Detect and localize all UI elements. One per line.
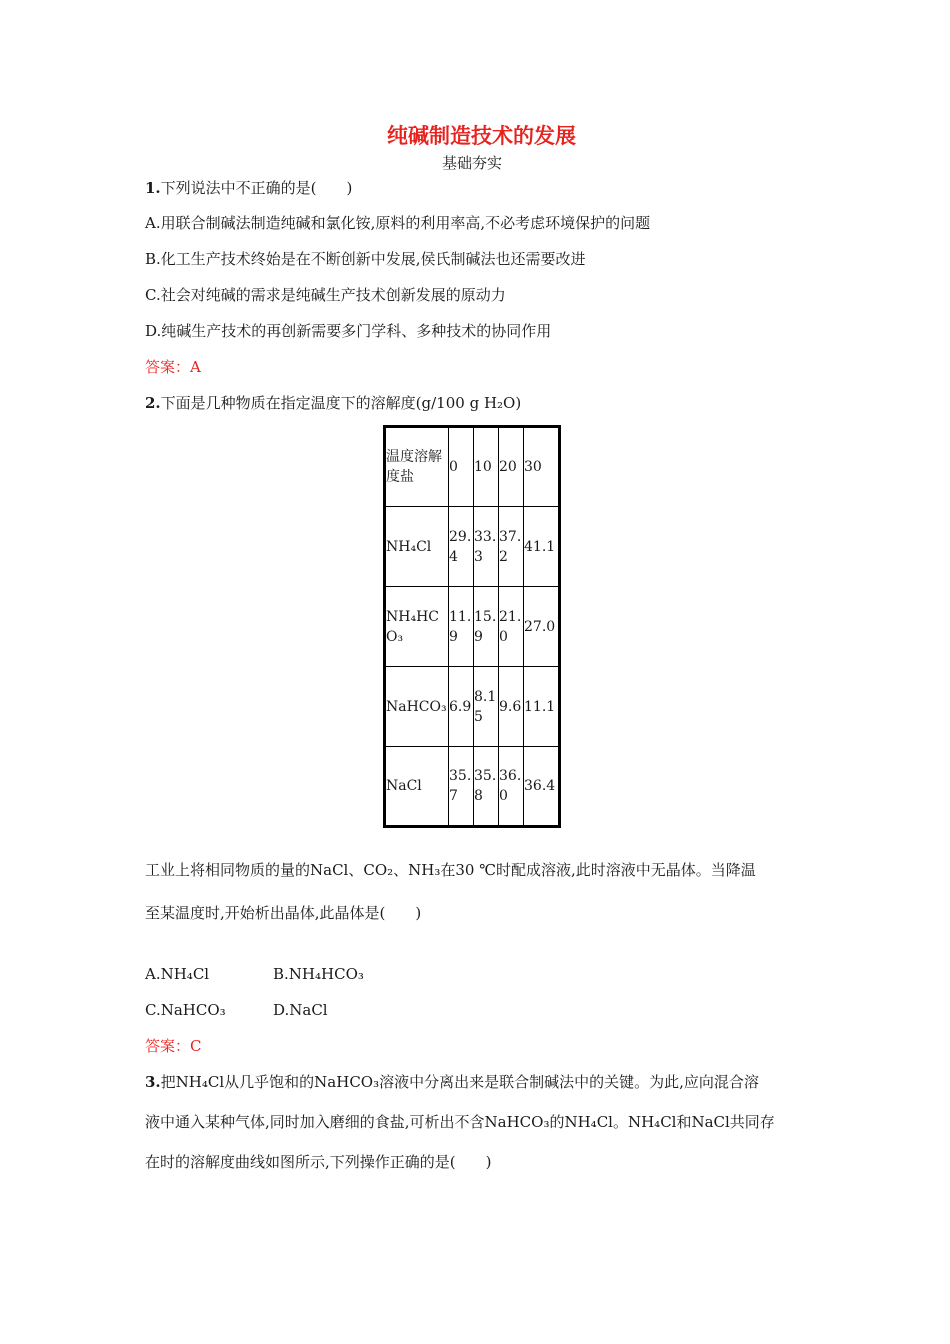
- table-row: [385, 667, 560, 747]
- table-cell: 6.9: [449, 698, 472, 715]
- q1-option-a: A.用联合制碱法制造纯碱和氯化铵,原料的利用率高,不必考虑环境保护的问题: [145, 214, 651, 232]
- q2-option-b: B.NH₄HCO₃: [273, 965, 364, 983]
- q2-text-line-2: 至某温度时,开始析出晶体,此晶体是( ): [145, 904, 422, 922]
- solubility-table: [383, 425, 561, 828]
- question-2: [145, 393, 521, 413]
- question-3: [145, 1072, 759, 1092]
- question-1: [145, 178, 352, 198]
- table-cell: NH₄Cl: [386, 538, 432, 555]
- table-row: [385, 747, 560, 827]
- table-cell: 36.0: [499, 768, 522, 804]
- table-header-row: [385, 427, 560, 507]
- page-title: 纯碱制造技术的发展: [387, 123, 576, 148]
- q2-option-a: A.NH₄Cl: [145, 965, 210, 983]
- table-cell: 33.3: [474, 528, 497, 565]
- q2-text-line-1: 工业上将相同物质的量的NaCl、CO₂、NH₃在30 ℃时配成溶液,此时溶液中无晶体。当降温: [145, 861, 756, 879]
- q3-text-line-1: 把NH₄Cl从几乎饱和的NaHCO₃溶液中分离出来是联合制碱法中的关键。为此,应向混合溶: [160, 1073, 759, 1091]
- table-header-cell: 0: [449, 459, 458, 475]
- table-cell: 27.0: [524, 618, 556, 635]
- question-number: 2.: [145, 394, 161, 412]
- table-cell: 21.0: [499, 608, 522, 645]
- q2-option-c: C.NaHCO₃: [145, 1001, 226, 1019]
- q3-text-line-3: 在时的溶解度曲线如图所示,下列操作正确的是( ): [145, 1153, 492, 1171]
- question-stem: 下列说法中不正确的是( ): [160, 179, 353, 197]
- table-cell: NaHCO₃: [386, 698, 447, 715]
- section-subtitle: 基础夯实: [442, 154, 503, 172]
- table-cell: NH₄HCO₃: [386, 608, 439, 645]
- table-header-cell: 20: [499, 459, 517, 475]
- table-cell: 36.4: [524, 778, 556, 794]
- table-row: [385, 587, 560, 667]
- table-cell: 8.15: [474, 688, 497, 725]
- table-header-cell: 10: [474, 459, 492, 475]
- table-header-cell: 30: [524, 459, 542, 475]
- table-row: [385, 507, 560, 587]
- question-stem: 下面是几种物质在指定温度下的溶解度(g/100 g H₂O): [160, 394, 522, 412]
- q1-option-b: B.化工生产技术终始是在不断创新中发展,侯氏制碱法也还需要改进: [145, 250, 586, 268]
- table-cell: 35.7: [449, 768, 472, 804]
- q1-answer: 答案：A: [145, 358, 201, 376]
- q1-option-c: C.社会对纯碱的需求是纯碱生产技术创新发展的原动力: [145, 286, 506, 304]
- table-cell: 15.9: [474, 608, 497, 645]
- table-cell: 9.6: [499, 698, 522, 715]
- q3-text-line-2: 液中通入某种气体,同时加入磨细的食盐,可析出不含NaHCO₃的NH₄Cl。NH₄Cl和NaCl共同存: [145, 1113, 775, 1131]
- table-cell: 11.9: [449, 608, 472, 645]
- table-cell: 29.4: [449, 528, 472, 565]
- table-cell: 11.1: [524, 698, 556, 715]
- table-header-cell: 温度溶解度盐: [386, 449, 442, 485]
- table-cell: NaCl: [386, 778, 422, 794]
- question-number: 1.: [145, 179, 161, 197]
- question-number: 3.: [145, 1073, 161, 1091]
- q1-option-d: D.纯碱生产技术的再创新需要多门学科、多种技术的协同作用: [145, 322, 552, 340]
- table-cell: 35.8: [474, 768, 497, 804]
- q2-answer: 答案：C: [145, 1037, 202, 1055]
- q2-option-d: D.NaCl: [273, 1001, 328, 1019]
- table-cell: 41.1: [524, 538, 556, 555]
- table-cell: 37.2: [499, 528, 522, 565]
